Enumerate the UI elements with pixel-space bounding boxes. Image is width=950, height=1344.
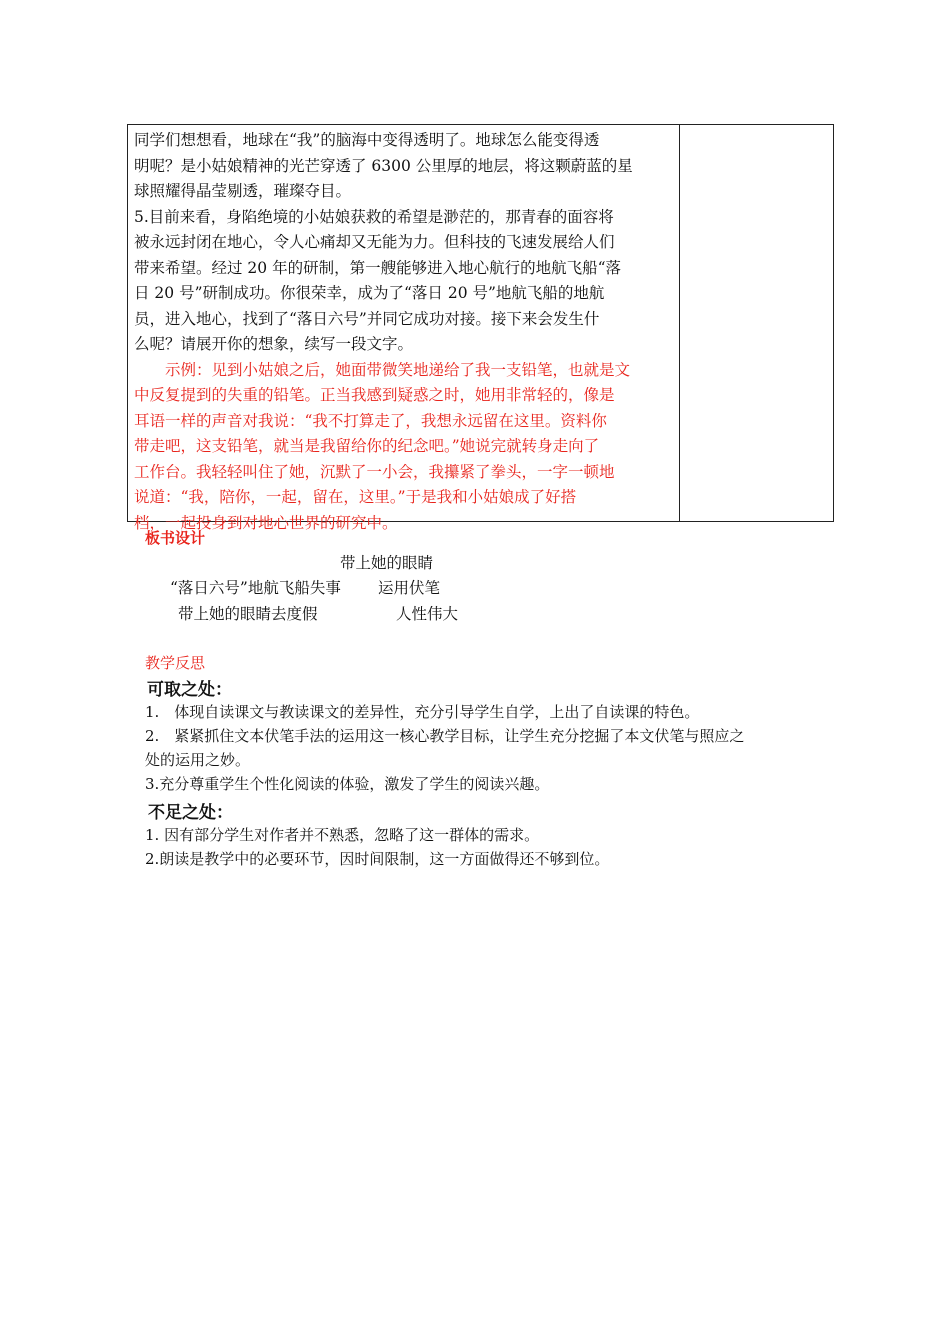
text-line: 日 20 号”研制成功。你很荣幸，成为了“落日 20 号”地航飞船的地航 <box>134 284 605 302</box>
strength-item: 1. 体现自读课文与教读课文的差异性，充分引导学生自学，上出了自读课的特色。 <box>145 703 700 721</box>
text-line: 球照耀得晶莹剔透，璀璨夺目。 <box>134 182 352 200</box>
board-design-title: 板书设计 <box>145 529 206 547</box>
lesson-table <box>127 124 834 532</box>
example-line: 档，一起投身到对地心世界的研究中。 <box>134 513 398 532</box>
text-line: 带来希望。经过 20 年的研制，第一艘能够进入地心航行的地航飞船“落 <box>134 258 622 277</box>
text-line: 明呢？是小姑娘精神的光芒穿透了 6300 公里厚的地层，将这颗蔚蓝的星 <box>134 156 633 175</box>
board-right-line-1: 运用伏笔 <box>378 579 441 597</box>
reflection-title: 教学反思 <box>145 654 206 672</box>
example-line: 工作台。我轻轻叫住了她，沉默了一小会，我攥紧了拳头，一字一顿地 <box>134 462 615 481</box>
board-left-line-2: 带上她的眼睛去度假 <box>178 605 318 623</box>
text-line: 员，进入地心，找到了“落日六号”并同它成功对接。接下来会发生什 <box>134 309 600 328</box>
example-line: 示例：见到小姑娘之后，她面带微笑地递给了我一支铅笔，也就是文 <box>165 360 631 379</box>
strength-item: 2. 紧紧抓住文本伏笔手法的运用这一核心教学目标，让学生充分挖掘了本文伏笔与照应之 <box>145 727 745 745</box>
weakness-item: 2.朗读是教学中的必要环节，因时间限制，这一方面做得还不够到位。 <box>145 850 610 868</box>
weakness-item: 1. 因有部分学生对作者并不熟悉，忽略了这一群体的需求。 <box>145 826 540 844</box>
column-divider <box>679 125 680 521</box>
text-line: 被永远封闭在地心，令人心痛却又无能为力。但科技的飞速发展给人们 <box>134 233 615 251</box>
text-line: 同学们想想看，地球在“我”的脑海中变得透明了。地球怎么能变得透 <box>134 131 600 149</box>
example-line: 说道：“我，陪你，一起，留在，这里。”于是我和小姑娘成了好搭 <box>134 488 577 506</box>
text-line: 5.目前来看，身陷绝境的小姑娘获救的希望是渺茫的，那青春的面容将 <box>134 207 614 226</box>
board-left-line-1: “落日六号”地航飞船失事 <box>170 579 341 597</box>
board-center-title: 带上她的眼睛 <box>340 554 434 572</box>
example-line: 带走吧，这支铅笔，就当是我留给你的纪念吧。”她说完就转身走向了 <box>134 437 600 455</box>
weaknesses-heading: 不足之处： <box>148 803 233 823</box>
board-right-line-2: 人性伟大 <box>396 605 459 623</box>
text-line: 么呢？请展开你的想象，续写一段文字。 <box>134 335 414 353</box>
strengths-heading: 可取之处： <box>147 680 232 700</box>
example-line: 中反复提到的失重的铅笔。正当我感到疑惑之时，她用非常轻的，像是 <box>134 386 615 404</box>
strength-item: 3.充分尊重学生个性化阅读的体验，激发了学生的阅读兴趣。 <box>145 775 550 793</box>
example-line: 耳语一样的声音对我说：“我不打算走了，我想永远留在这里。资料你 <box>134 411 607 430</box>
table-left-cell <box>134 128 674 536</box>
strength-item-continued: 处的运用之妙。 <box>145 751 251 769</box>
